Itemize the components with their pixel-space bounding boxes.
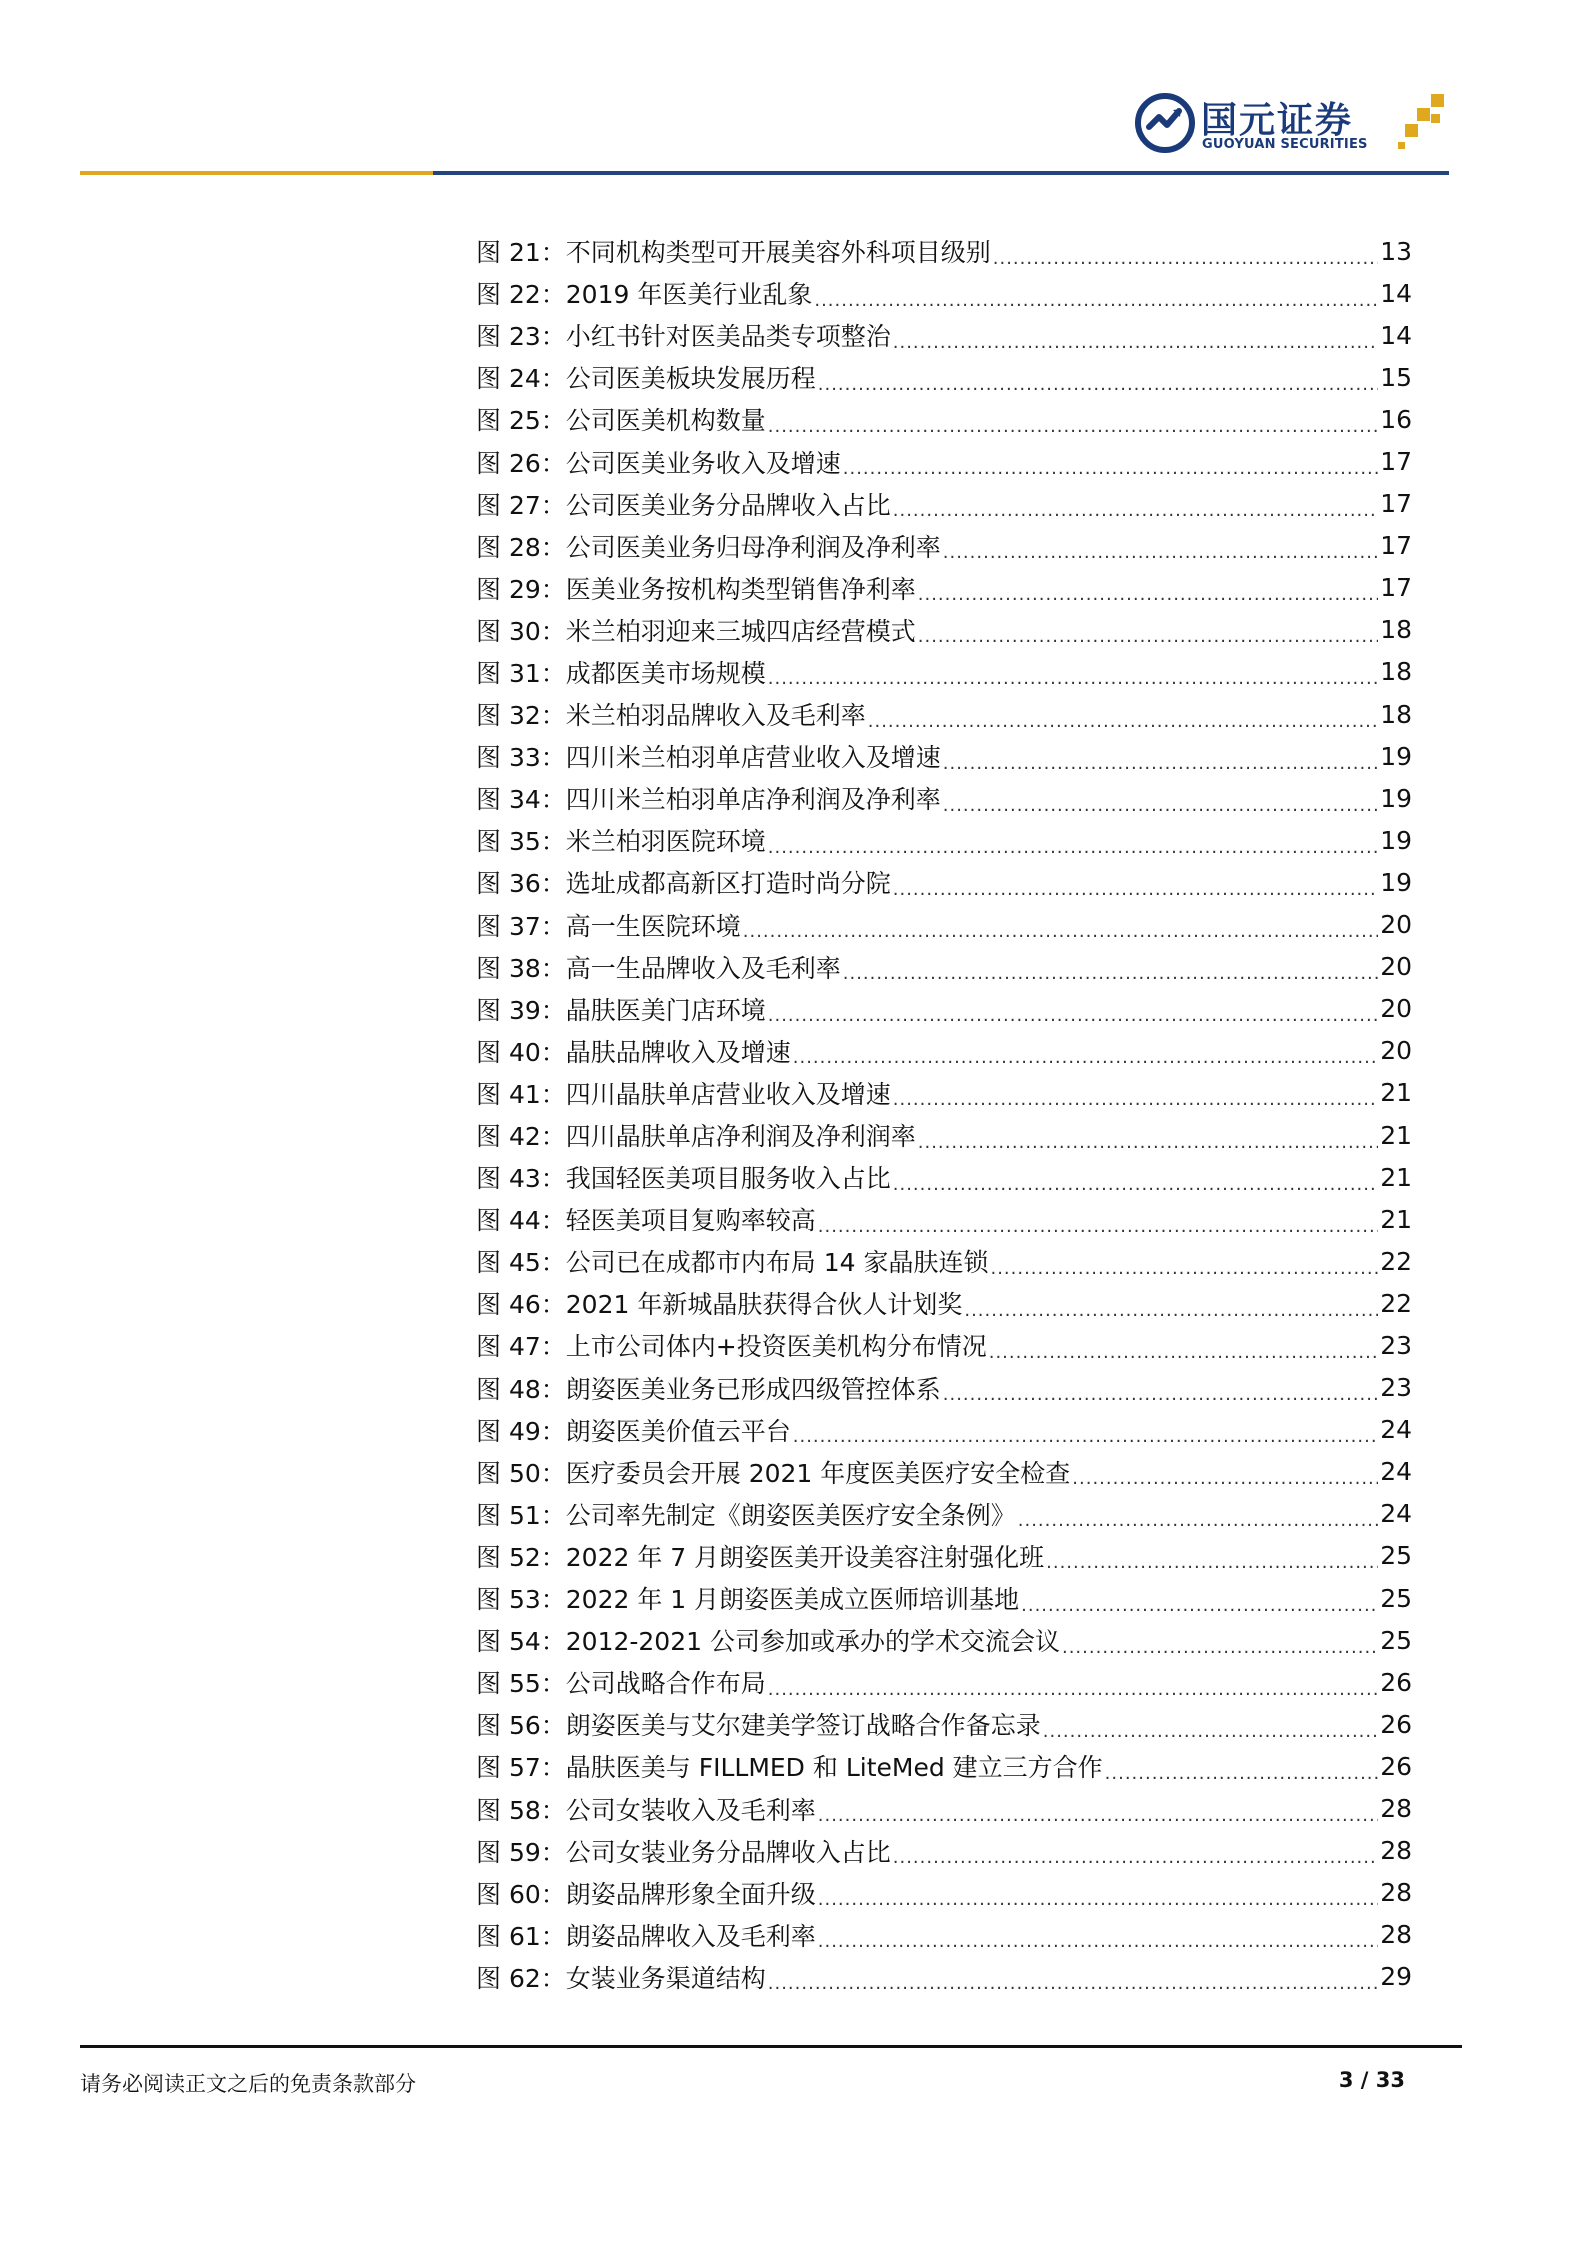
toc-item-label: 图 61：朗姿品牌收入及毛利率	[476, 1921, 816, 1951]
toc-item-label: 图 26：公司医美业务收入及增速	[476, 448, 841, 478]
toc-dot-leader	[818, 1798, 1378, 1827]
toc-item[interactable]	[476, 398, 1412, 440]
toc-item[interactable]	[476, 1367, 1412, 1409]
toc-item-label: 图 46：2021 年新城晶肤获得合伙人计划奖	[476, 1290, 963, 1320]
toc-item-label: 图 41：四川晶肤单店营业收入及增速	[476, 1079, 891, 1109]
toc-dot-leader	[893, 1167, 1378, 1196]
toc-item[interactable]	[476, 440, 1412, 482]
toc-item-label: 图 30：米兰柏羽迎来三城四店经营模式	[476, 616, 916, 646]
toc-item-label: 图 33：四川米兰柏羽单店营业收入及增速	[476, 743, 941, 773]
toc-item-label: 图 42：四川晶肤单店净利润及净利润率	[476, 1122, 916, 1152]
toc-item-label: 图 44：轻医美项目复购率较高	[476, 1206, 816, 1236]
toc-item-label: 图 22：2019 年医美行业乱象	[476, 280, 813, 310]
toc-item-label: 图 52：2022 年 7 月朗姿医美开设美容注射强化班	[476, 1542, 1045, 1572]
toc-item-page: 22	[1380, 1246, 1412, 1276]
toc-item-label: 图 51：公司率先制定《朗姿医美医疗安全条例》	[476, 1500, 1016, 1530]
toc-dot-leader	[918, 577, 1378, 606]
toc-item-label: 图 21：不同机构类型可开展美容外科项目级别	[476, 238, 991, 268]
footer-disclaimer: 请务必阅读正文之后的免责条款部分	[80, 2072, 416, 2096]
toc-item-label: 图 37：高一生医院环境	[476, 911, 741, 941]
toc-item-page: 24	[1380, 1499, 1412, 1529]
toc-item-label: 图 24：公司医美板块发展历程	[476, 364, 816, 394]
toc-item-label: 图 45：公司已在成都市内布局 14 家晶肤连锁	[476, 1248, 989, 1278]
toc-dot-leader	[818, 1924, 1378, 1953]
toc-item-page: 18	[1380, 615, 1412, 645]
toc-item-label: 图 50：医疗委员会开展 2021 年度医美医疗安全检查	[476, 1458, 1071, 1488]
toc-dot-leader	[768, 1966, 1378, 1995]
toc-item-label: 图 34：四川米兰柏羽单店净利润及净利率	[476, 785, 941, 815]
toc-item-page: 16	[1380, 404, 1412, 434]
toc-item[interactable]	[476, 230, 1412, 272]
toc-item-page: 24	[1380, 1415, 1412, 1445]
toc-dot-leader	[843, 451, 1378, 480]
toc-item[interactable]	[476, 1114, 1412, 1156]
toc-item[interactable]	[476, 946, 1412, 988]
toc-item-label: 图 56：朗姿医美与艾尔建美学签订战略合作备忘录	[476, 1711, 1041, 1741]
toc-item-label: 图 60：朗姿品牌形象全面升级	[476, 1879, 816, 1909]
toc-item-page: 28	[1380, 1878, 1412, 1908]
toc-item-page: 25	[1380, 1583, 1412, 1613]
toc-item[interactable]	[476, 1619, 1412, 1661]
toc-item[interactable]	[476, 777, 1412, 819]
toc-item[interactable]	[476, 1745, 1412, 1787]
toc-item[interactable]	[476, 1956, 1412, 1998]
toc-item[interactable]	[476, 1872, 1412, 1914]
toc-dot-leader	[918, 1125, 1378, 1154]
toc-item[interactable]	[476, 1703, 1412, 1745]
toc-dot-leader	[793, 1040, 1378, 1069]
toc-item-page: 17	[1380, 447, 1412, 477]
toc-dot-leader	[843, 956, 1378, 985]
toc-item[interactable]	[476, 819, 1412, 861]
toc-item[interactable]	[476, 525, 1412, 567]
toc-item[interactable]	[476, 1156, 1412, 1198]
toc-dot-leader	[1062, 1630, 1378, 1659]
logo-emblem-icon	[1135, 93, 1195, 153]
toc-dot-leader	[989, 1335, 1378, 1364]
toc-item-label: 图 35：米兰柏羽医院环境	[476, 827, 766, 857]
toc-item-page: 20	[1380, 910, 1412, 940]
toc-dot-leader	[768, 830, 1378, 859]
toc-dot-leader	[990, 1251, 1378, 1280]
toc-item[interactable]	[476, 904, 1412, 946]
toc-item-page: 25	[1380, 1625, 1412, 1655]
toc-item-page: 25	[1380, 1541, 1412, 1571]
toc-dot-leader	[793, 1419, 1378, 1448]
toc-dot-leader	[893, 493, 1378, 522]
toc-dot-leader	[818, 367, 1378, 396]
toc-item-page: 21	[1380, 1162, 1412, 1192]
toc-item-label: 图 48：朗姿医美业务已形成四级管控体系	[476, 1374, 941, 1404]
toc-dot-leader	[1043, 1714, 1378, 1743]
toc-item[interactable]	[476, 1787, 1412, 1829]
toc-item-label: 图 53：2022 年 1 月朗姿医美成立医师培训基地	[476, 1585, 1020, 1615]
toc-item-page: 24	[1380, 1457, 1412, 1487]
toc-item-page: 20	[1380, 994, 1412, 1024]
toc-item-page: 19	[1380, 825, 1412, 855]
toc-item-page: 20	[1380, 1036, 1412, 1066]
toc-dot-leader	[893, 872, 1378, 901]
toc-item[interactable]	[476, 1535, 1412, 1577]
logo-chinese-name: 国元证券	[1201, 100, 1354, 141]
toc-item-label: 图 23：小红书针对医美品类专项整治	[476, 322, 891, 352]
toc-item-page: 14	[1380, 320, 1412, 350]
toc-item-label: 图 59：公司女装业务分品牌收入占比	[476, 1837, 891, 1867]
toc-dot-leader	[893, 325, 1378, 354]
page-header	[0, 0, 1587, 180]
toc-item[interactable]	[476, 651, 1412, 693]
toc-item-label: 图 43：我国轻医美项目服务收入占比	[476, 1164, 891, 1194]
toc-item[interactable]	[476, 1324, 1412, 1366]
toc-item[interactable]	[476, 567, 1412, 609]
toc-item-page: 23	[1380, 1330, 1412, 1360]
toc-dot-leader	[1046, 1545, 1378, 1574]
toc-dot-leader	[743, 914, 1378, 943]
toc-item-page: 28	[1380, 1920, 1412, 1950]
toc-dot-leader	[814, 283, 1378, 312]
toc-dot-leader	[893, 1082, 1378, 1111]
toc-item-page: 28	[1380, 1836, 1412, 1866]
toc-item-page: 21	[1380, 1078, 1412, 1108]
figure-toc-list	[476, 230, 1412, 1998]
toc-item-page: 19	[1380, 783, 1412, 813]
toc-item[interactable]	[476, 1830, 1412, 1872]
footer-rule	[80, 2045, 1462, 2048]
toc-item[interactable]	[476, 1409, 1412, 1451]
toc-item[interactable]	[476, 1282, 1412, 1324]
toc-item-label: 图 54：2012-2021 公司参加或承办的学术交流会议	[476, 1627, 1060, 1657]
toc-item-page: 17	[1380, 489, 1412, 519]
toc-item-page: 20	[1380, 952, 1412, 982]
toc-item[interactable]	[476, 1198, 1412, 1240]
toc-item-label: 图 27：公司医美业务分品牌收入占比	[476, 490, 891, 520]
toc-item-label: 图 39：晶肤医美门店环境	[476, 995, 766, 1025]
logo-gold-squares-icon	[1395, 90, 1455, 150]
toc-item-page: 26	[1380, 1667, 1412, 1697]
toc-item-label: 图 32：米兰柏羽品牌收入及毛利率	[476, 701, 866, 731]
toc-item-page: 14	[1380, 278, 1412, 308]
toc-item-label: 图 31：成都医美市场规模	[476, 658, 766, 688]
toc-item-label: 图 28：公司医美业务归母净利润及净利率	[476, 532, 941, 562]
header-rule-gold	[80, 171, 433, 175]
toc-item-label: 图 49：朗姿医美价值云平台	[476, 1416, 791, 1446]
toc-item-label: 图 25：公司医美机构数量	[476, 406, 766, 436]
toc-item[interactable]	[476, 861, 1412, 903]
toc-dot-leader	[993, 241, 1378, 270]
toc-item[interactable]	[476, 1030, 1412, 1072]
toc-item[interactable]	[476, 1661, 1412, 1703]
toc-item[interactable]	[476, 272, 1412, 314]
toc-dot-leader	[818, 1882, 1378, 1911]
toc-dot-leader	[768, 1672, 1378, 1701]
toc-item[interactable]	[476, 1240, 1412, 1282]
toc-dot-leader	[893, 1840, 1378, 1869]
toc-item-label: 图 62：女装业务渠道结构	[476, 1963, 766, 1993]
toc-item-page: 21	[1380, 1120, 1412, 1150]
toc-item-page: 17	[1380, 531, 1412, 561]
toc-item[interactable]	[476, 1451, 1412, 1493]
toc-item[interactable]	[476, 693, 1412, 735]
toc-item-label: 图 38：高一生品牌收入及毛利率	[476, 953, 841, 983]
toc-dot-leader	[1072, 1461, 1378, 1490]
toc-dot-leader	[768, 661, 1378, 690]
toc-item[interactable]	[476, 314, 1412, 356]
toc-dot-leader	[868, 704, 1378, 733]
header-rule-blue	[433, 171, 1449, 175]
toc-item-label: 图 40：晶肤品牌收入及增速	[476, 1037, 791, 1067]
toc-dot-leader	[943, 1377, 1378, 1406]
toc-item[interactable]	[476, 1577, 1412, 1619]
toc-item-page: 19	[1380, 867, 1412, 897]
toc-item-page: 29	[1380, 1962, 1412, 1992]
toc-item[interactable]	[476, 1493, 1412, 1535]
toc-dot-leader	[943, 788, 1378, 817]
toc-item-page: 18	[1380, 657, 1412, 687]
toc-dot-leader	[918, 619, 1378, 648]
toc-dot-leader	[818, 1209, 1378, 1238]
toc-item-label: 图 57：晶肤医美与 FILLMED 和 LiteMed 建立三方合作	[476, 1753, 1103, 1783]
toc-dot-leader	[768, 409, 1378, 438]
toc-dot-leader	[768, 998, 1378, 1027]
toc-item-page: 26	[1380, 1709, 1412, 1739]
toc-dot-leader	[1021, 1588, 1378, 1617]
toc-item[interactable]	[476, 735, 1412, 777]
toc-item-label: 图 55：公司战略合作布局	[476, 1669, 766, 1699]
guoyuan-logo	[1135, 88, 1450, 158]
toc-item-label: 图 47：上市公司体内+投资医美机构分布情况	[476, 1332, 987, 1362]
toc-item-page: 13	[1380, 236, 1412, 266]
toc-item-page: 23	[1380, 1373, 1412, 1403]
toc-item-page: 26	[1380, 1751, 1412, 1781]
toc-item-label: 图 36：选址成都高新区打造时尚分院	[476, 869, 891, 899]
toc-item-page: 15	[1380, 362, 1412, 392]
toc-item-page: 19	[1380, 741, 1412, 771]
toc-dot-leader	[943, 535, 1378, 564]
toc-item-page: 17	[1380, 573, 1412, 603]
toc-dot-leader	[964, 1293, 1378, 1322]
toc-item[interactable]	[476, 1072, 1412, 1114]
toc-item[interactable]	[476, 483, 1412, 525]
toc-item-page: 18	[1380, 699, 1412, 729]
toc-item-page: 22	[1380, 1288, 1412, 1318]
toc-dot-leader	[1105, 1756, 1379, 1785]
toc-dot-leader	[1018, 1503, 1378, 1532]
logo-english-name: GUOYUAN SECURITIES	[1202, 137, 1368, 152]
toc-dot-leader	[943, 746, 1378, 775]
toc-item[interactable]	[476, 609, 1412, 651]
footer-page-number: 3 / 33	[1338, 2068, 1405, 2092]
toc-item[interactable]	[476, 356, 1412, 398]
toc-item-page: 28	[1380, 1794, 1412, 1824]
toc-item[interactable]	[476, 988, 1412, 1030]
toc-item-label: 图 29：医美业务按机构类型销售净利率	[476, 574, 916, 604]
toc-item[interactable]	[476, 1914, 1412, 1956]
toc-item-page: 21	[1380, 1204, 1412, 1234]
toc-item-label: 图 58：公司女装收入及毛利率	[476, 1795, 816, 1825]
